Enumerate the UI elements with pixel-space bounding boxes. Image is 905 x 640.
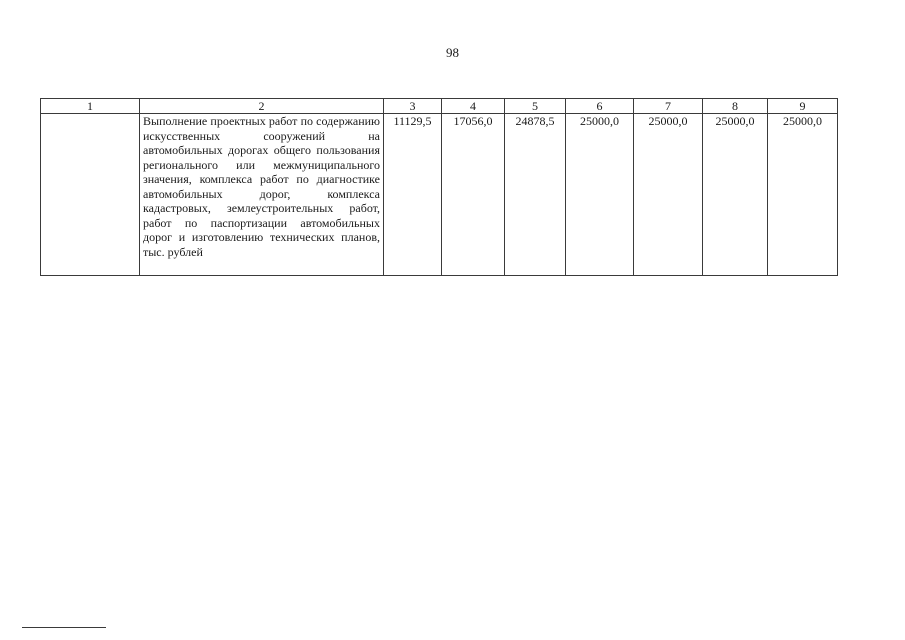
header-cell-1: 1 [41, 99, 140, 114]
header-cell-3: 3 [384, 99, 442, 114]
header-cell-9: 9 [768, 99, 838, 114]
value-cell-6: 25000,0 [566, 114, 634, 276]
page-number: 98 [446, 45, 459, 60]
header-cell-8: 8 [703, 99, 768, 114]
value-cell-9: 25000,0 [768, 114, 838, 276]
description-cell: Выполнение проектных работ по содержанию искусственных сооружений на автомобильных дорогах общего пользования регионального или межмуниципального значения, комплекса работ по диагностике автомобильных дорог, комплекса кадастровых, землеустроительных работ, работ по паспортизации автомобильных дорог и изготовлению технических планов, тыс. рублей [140, 114, 384, 276]
footnote-divider [22, 627, 106, 628]
value-cell-7: 25000,0 [634, 114, 703, 276]
value-cell-5: 24878,5 [505, 114, 566, 276]
header-cell-4: 4 [442, 99, 505, 114]
header-cell-6: 6 [566, 99, 634, 114]
row-number-cell [41, 114, 140, 276]
table-row [41, 114, 838, 276]
header-cell-7: 7 [634, 99, 703, 114]
header-cell-5: 5 [505, 99, 566, 114]
value-cell-3: 11129,5 [384, 114, 442, 276]
header-cell-2: 2 [140, 99, 384, 114]
value-cell-8: 25000,0 [703, 114, 768, 276]
header-row [41, 99, 838, 114]
data-table [40, 98, 838, 276]
value-cell-4: 17056,0 [442, 114, 505, 276]
